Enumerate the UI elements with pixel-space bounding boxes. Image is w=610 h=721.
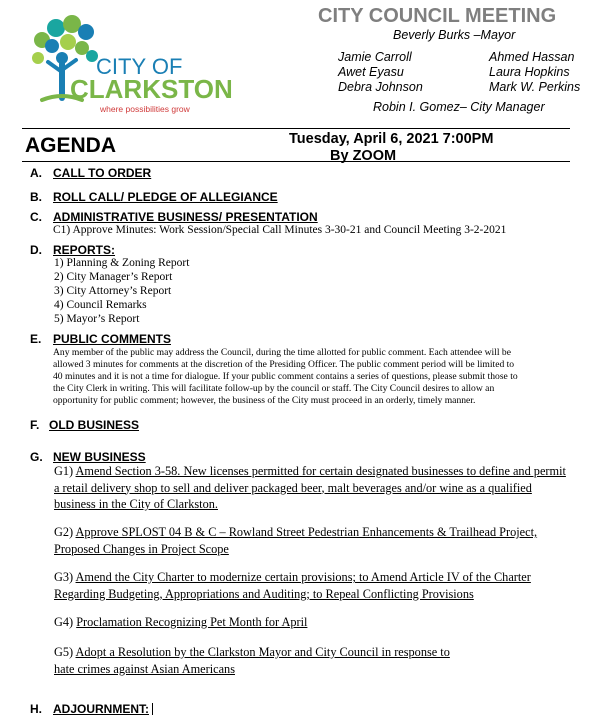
meeting-title: CITY COUNCIL MEETING [318,5,557,27]
section-letter: A. [30,166,42,180]
section-letter: D. [30,243,42,257]
new-business-item-g5 [54,644,450,677]
notice-line: Any member of the public may address the Council, during the time allotted for public comment. Each attendee will be [53,347,511,358]
section-call-to-order: CALL TO ORDER [53,166,152,180]
section-reports: REPORTS: [53,243,116,257]
logo-line2: CLARKSTON [70,74,233,104]
notice-line: the City Clerk in writing. This will facilitate follow-up by the council or staff. The City Council desires to allow an [53,383,495,395]
meeting-date-time: Tuesday, April 6, 2021 7:00PM [289,131,494,147]
council-member: Awet Eyasu [338,65,404,79]
item-text: Amend Section 3-58. New licenses permitted for certain designated businesses to define and permit [75,464,566,478]
new-business-item-g3 [54,569,531,602]
item-label: G4) [54,615,74,629]
section-admin-business: ADMINISTRATIVE BUSINESS/ PRESENTATION [53,210,318,224]
report-item: 5) Mayor’s Report [54,313,140,325]
section-letter: C. [30,210,42,224]
item-text: a retail delivery shop to sell and deliver packaged beer, malt beverages and/or wine as a qualified [54,480,532,495]
report-item: 4) Council Remarks [54,299,147,311]
section-letter: H. [30,702,42,716]
city-logo [22,12,247,122]
report-item: 1) Planning & Zoning Report [54,257,190,269]
notice-line: 40 minutes and it is not a time for dialogue. If your public comment contains a series of questions, please submit those to [53,371,518,383]
meeting-venue: By ZOOM [330,148,397,164]
new-business-item-g4 [54,614,307,631]
section-letter: B. [30,190,42,204]
section-letter: E. [30,332,42,346]
item-text: Approve SPLOST 04 B & C – Rowland Street Pedestrian Enhancements & Trailhead Project, [75,525,538,539]
section-public-comments: PUBLIC COMMENTS [53,332,171,346]
section-roll-call: ROLL CALL/ PLEDGE OF ALLEGIANCE [53,190,278,204]
text-cursor [152,703,153,715]
city-manager: Robin I. Gomez– City Manager [373,100,545,114]
notice-line: allowed 3 minutes for comments at the discretion of the Presiding Officer. The public comment period will be limited to [53,359,515,371]
item-text: Amend the City Charter to modernize certain provisions; to Amend Article IV of the Charter [75,570,531,584]
section-adjournment [53,702,153,716]
section-old-business: OLD BUSINESS [49,418,140,432]
public-comment-notice [53,347,605,407]
agenda-divider [22,161,570,162]
section-letter: G. [30,450,43,464]
item-text: Regarding Budgeting, Appropriations and Auditing; to Repeal Conflicting Provisions [54,586,474,601]
adjournment-label: ADJOURNMENT: [53,702,149,716]
report-item: 2) City Manager’s Report [54,271,173,283]
notice-line: opportunity for public comment; however, the business of the City must proceed in an orderly, timely manner. [53,395,476,407]
section-letter: F. [30,418,40,432]
item-label: G3) [54,570,74,584]
report-item: 3) City Attorney’s Report [54,285,172,297]
item-text: hate crimes against Asian Americans [54,661,235,676]
agenda-title: AGENDA [25,134,117,157]
item-label: G2) [54,525,74,539]
council-member: Debra Johnson [338,80,423,94]
council-member: Mark W. Perkins [489,80,581,94]
item-text: Proposed Changes in Project Scope [54,541,229,556]
logo-line1: CITY OF [96,54,183,79]
council-member: Jamie Carroll [338,50,412,64]
section-new-business: NEW BUSINESS [53,450,146,464]
item-text: Proclamation Recognizing Pet Month for April [76,615,308,629]
item-label: G5) [54,645,74,659]
logo-tagline: where possibilities grow [100,104,190,114]
agenda-item: C1) Approve Minutes: Work Session/Special Call Minutes 3-30-21 and Council Meeting 3-2-2021 [53,224,507,236]
tree-logo-icon [22,12,247,122]
item-label: G1) [54,464,74,478]
item-text: business in the City of Clarkston. [54,497,218,511]
new-business-item-g1 [54,463,566,513]
council-member: Ahmed Hassan [489,50,575,64]
council-member: Laura Hopkins [489,65,570,79]
item-text: Adopt a Resolution by the Clarkston Mayor and City Council in response to [75,645,450,659]
header-divider [22,128,570,129]
mayor-name: Beverly Burks –Mayor [393,28,516,42]
new-business-item-g2 [54,524,537,557]
